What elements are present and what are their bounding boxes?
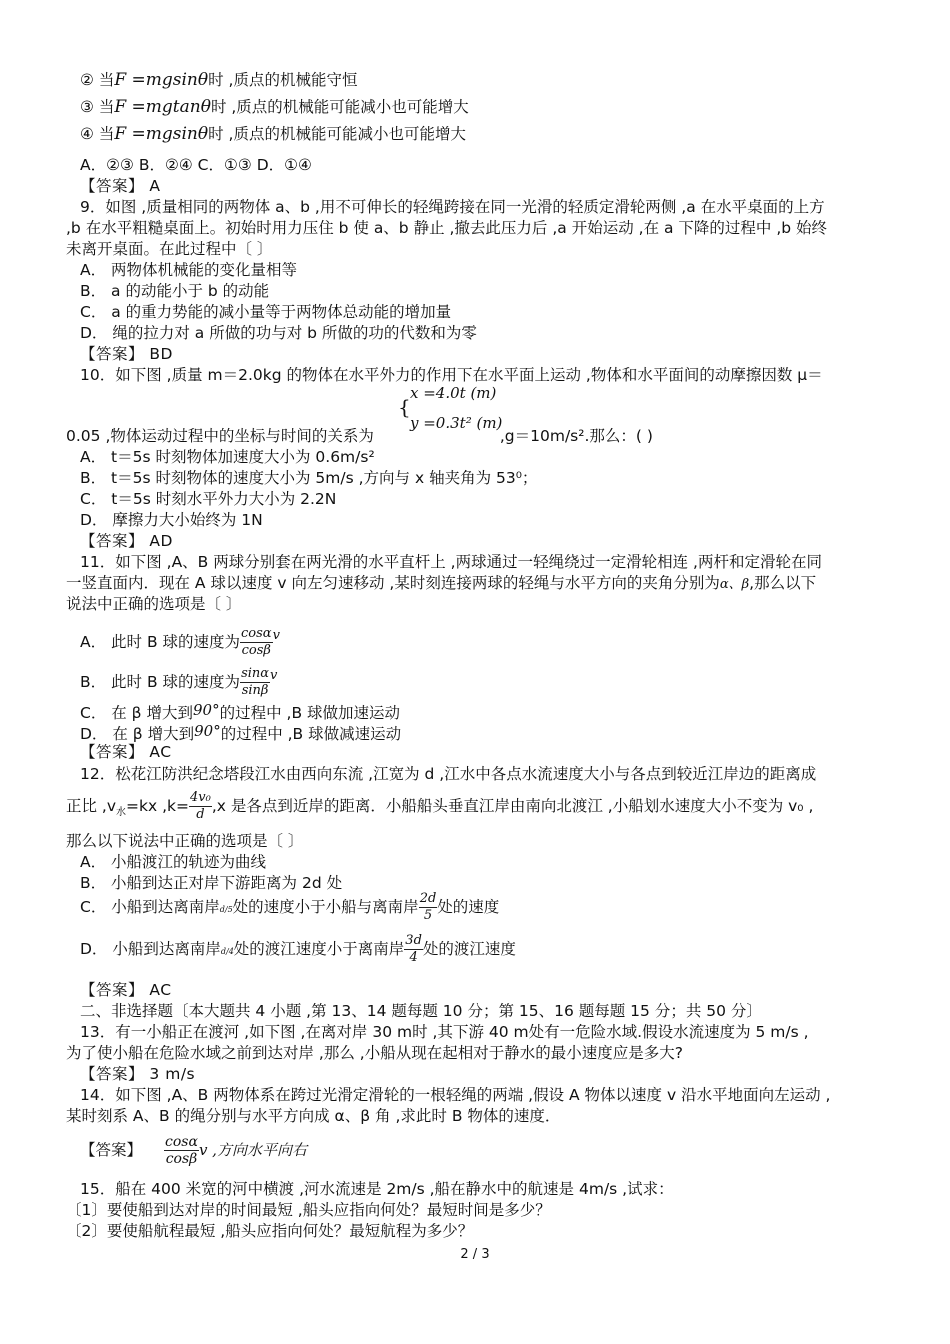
option-line-3: ③ 当F =mgtanθ时 ,质点的机械能可能减小也可能增大 xyxy=(80,97,469,117)
question-13-text: 为了使小船在危险水域之前到达对岸 ,那么 ,小船从现在起相对于静水的最小速度应是多大? xyxy=(66,1044,683,1062)
answer: 【答案】 BD xyxy=(80,345,173,363)
option-c: C． a 的重力势能的减小量等于两物体总动能的增加量 xyxy=(80,303,452,321)
answer: 【答案】 AD xyxy=(80,532,173,550)
question-9-text: 未离开桌面。在此过程中〔 〕 xyxy=(66,240,273,258)
question-11-text: 说法中正确的选项是〔 〕 xyxy=(66,595,242,613)
option-a: A． 此时 B 球的速度为 $\frac{\cos\alpha}{\cos\beta}$ $^v$ xyxy=(80,626,280,658)
equation-x: x =4.0t (m) xyxy=(410,384,497,402)
answer: 【答案】 3 m/s xyxy=(80,1065,196,1083)
question-11-text: 一竖直面内．现在 A 球以速度 v 向左匀速移动 ,某时刻连接两球的轻绳与水平方向的夹角分别为α、β,那么以下 xyxy=(66,574,817,592)
option-c: C． 在 β 增大到90°的过程中 ,B 球做加速运动 xyxy=(80,701,401,722)
answer: 【答案】 AC xyxy=(80,743,172,761)
question-15-part-1: 〔1〕要使船到达对岸的时间最短 ,船头应指向何处？最短时间是多少？ xyxy=(66,1201,551,1219)
option-a: A． t＝5s 时刻物体加速度大小为 0.6m/s² xyxy=(80,448,375,466)
option-b: B． a 的动能小于 b 的动能 xyxy=(80,282,270,300)
brace: { xyxy=(398,395,411,419)
option-d: D． 摩擦力大小始终为 1N xyxy=(80,511,263,529)
option-b: B． 此时 B 球的速度为 $\frac{\sin\alpha}{\sin\beta}$ $^v$ xyxy=(80,666,278,698)
option-b: B． t＝5s 时刻物体的速度大小为 5m/s ,方向与 x 轴夹角为 53⁰； xyxy=(80,469,538,487)
fraction: $\frac{\sin\alpha}{\sin\beta}$ xyxy=(241,666,270,698)
option-line-2: ② 当F =mgsinθ时 ,质点的机械能守恒 xyxy=(80,70,358,90)
question-11-text: 11．如下图 ,A、B 两球分别套在两光滑的水平直杆上 ,两球通过一轻绳绕过一定滑轮相连 ,两杆和定滑轮在同 xyxy=(80,553,822,571)
option-c: C． 小船到达离南岸d/5处的速度小于小船与离南岸 $\frac{2d}{5}$ 处的速度 xyxy=(80,891,500,923)
question-10-text: 10．如下图 ,质量 m＝2.0kg 的物体在水平外力的作用下在水平面上运动 ,物体和水平面间的动摩擦因数 μ＝ xyxy=(80,366,823,384)
question-14-text: 某时刻系 A、B 的绳分别与水平方向成 α、β 角 ,求此时 B 物体的速度． xyxy=(66,1107,561,1125)
option-d: D． 绳的拉力对 a 所做的功与对 b 所做的功的代数和为零 xyxy=(80,324,477,342)
formula: F =mgtanθ xyxy=(114,97,211,117)
option-d: D． 小船到达离南岸d/4处的渡江速度小于离南岸 $\frac{3d}{4}$ 处的渡江速度 xyxy=(80,933,516,965)
page-number: 2 / 3 xyxy=(460,1247,490,1262)
formula: F =mgsinθ xyxy=(114,124,209,144)
question-12-text: 正比 $,v_水=kx$ ,k= $\frac{\text{4v₀}}{d}$ ,x 是各点到近岸的距离．小船船头垂直江岸由南向北渡江 ,小船划水速度大小不变为 v₀ , xyxy=(66,790,814,822)
option-a: A． 小船渡江的轨迹为曲线 xyxy=(80,853,267,871)
question-15-text: 15．船在 400 米宽的河中横渡 ,河水流速是 2m/s ,船在静水中的航速是 4m/s ,试求： xyxy=(80,1180,674,1198)
answer: 【答案】 $\frac{\cos\alpha}{\cos\beta}$ v ,方向水平向右 xyxy=(80,1134,307,1167)
option-a: A． 两物体机械能的变化量相等 xyxy=(80,261,298,279)
fraction: $\frac{\cos\alpha}{\cos\beta}$ xyxy=(241,626,272,658)
option-line-4: ④ 当F =mgsinθ时 ,质点的机械能可能减小也可能增大 xyxy=(80,124,466,144)
section-heading: 二、非选择题〔本大题共 4 小题 ,第 13、14 题每题 10 分；第 15、16 题每题 15 分；共 50 分〕 xyxy=(80,1002,762,1020)
answer: 【答案】 AC xyxy=(80,981,172,999)
fraction: $\frac{2d}{5}$ xyxy=(419,891,437,923)
fraction: $\frac{\text{4v₀}}{d}$ xyxy=(190,790,211,822)
fraction: $\frac{3d}{4}$ xyxy=(405,933,422,965)
answer: 【答案】 A xyxy=(80,177,161,195)
question-12-text: 12．松花江防洪纪念塔段江水由西向东流 ,江宽为 d ,江水中各点水流速度大小与各点到较近江岸边的距离成 xyxy=(80,765,817,783)
equation-y: y =0.3t² (m) xyxy=(410,414,503,432)
question-10-text: 0.05 ,物体运动过程中的坐标与时间的关系为 ,g＝10m/s².那么：( ) xyxy=(66,427,653,445)
question-14-text: 14．如下图 ,A、B 两物体系在跨过光滑定滑轮的一根轻绳的两端 ,假设 A 物体以速度 v 沿水平地面向左运动 , xyxy=(80,1086,831,1104)
option-b: B． 小船到达正对岸下游距离为 2d 处 xyxy=(80,874,343,892)
question-9-text: ,b 在水平粗糙桌面上。初始时用力压住 b 使 a、b 静止 ,撤去此压力后 ,a 开始运动 ,在 a 下降的过程中 ,b 始终 xyxy=(66,219,828,237)
option-d: D． 在 β 增大到90°的过程中 ,B 球做减速运动 xyxy=(80,722,402,743)
question-13-text: 13．有一小船正在渡河 ,如下图 ,在离对岸 30 m时 ,其下游 40 m处有一危险水域.假设水流速度为 5 m/s , xyxy=(80,1023,809,1041)
question-12-text: 那么以下说法中正确的选项是〔 〕 xyxy=(66,832,304,850)
option-c: C． t＝5s 时刻水平外力大小为 2.2N xyxy=(80,490,337,508)
question-15-part-2: 〔2〕要使船航程最短 ,船头应指向何处？最短航程为多少？ xyxy=(66,1222,474,1240)
question-9-text: 9．如图 ,质量相同的两物体 a、b ,用不可伸长的轻绳跨接在同一光滑的轻质定滑轮两侧 ,a 在水平桌面的上方 xyxy=(80,198,825,216)
choices-line: A．②③ B．②④ C．①③ D．①④ xyxy=(80,156,312,174)
fraction: $\frac{\cos\alpha}{\cos\beta}$ xyxy=(165,1134,198,1167)
formula: F =mgsinθ xyxy=(114,70,209,90)
